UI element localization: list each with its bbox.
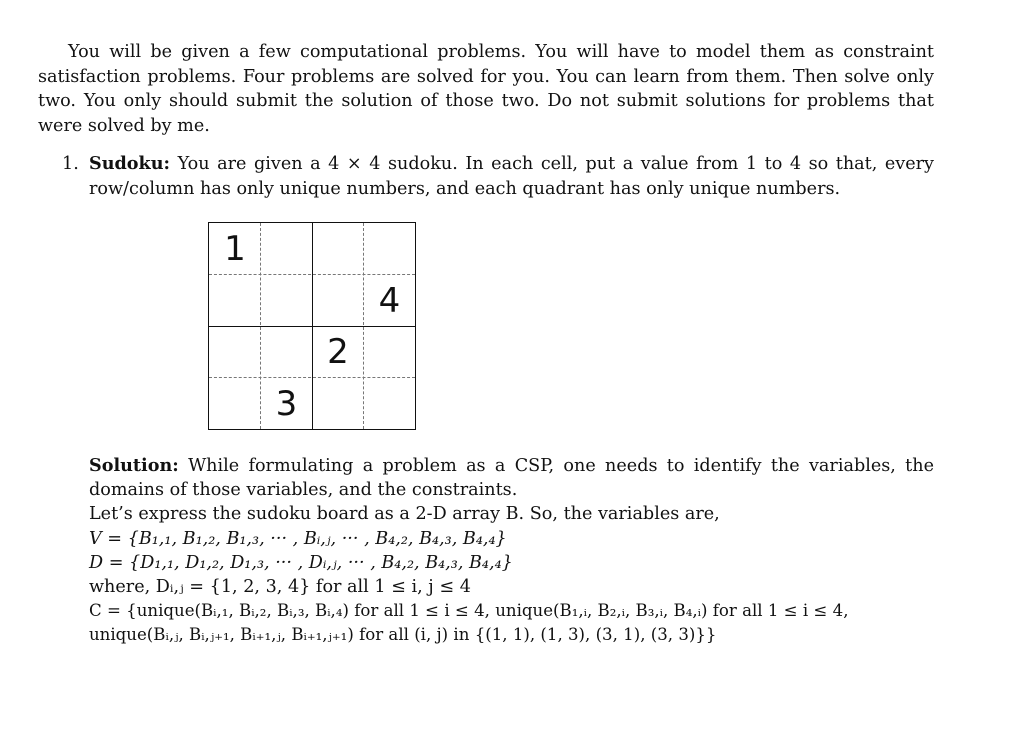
sudoku-cell-r3c4 [364,326,416,378]
sudoku-cell-r1c1: 1 [224,229,246,269]
sudoku-cell-r1c2 [261,223,313,275]
problem-statement [89,152,934,201]
sudoku-cell-r1c3 [312,223,364,275]
problem-title: Sudoku: [89,153,171,174]
problem-1 [62,152,934,201]
sudoku-cell-r2c1 [209,275,261,327]
problem-number: 1. [62,154,79,174]
solution-line-array: Let’s express the sudoku board as a 2-D array B. So, the variables are, [89,504,720,525]
document-page [38,40,934,645]
intro-paragraph: You will be given a few computational problems. You will have to model them as constraint satisfaction problems. Four problems are solved for you. You can learn from them. Then solve only two. You only should submit the solution of those two. Do not submit solutions for problems that were solved by me. [38,42,934,136]
solution-intro: While formulating a problem as a CSP, one needs to identify the variables, the domains of those variables, and the constraints. [89,456,934,501]
sudoku-cell-r1c4 [364,223,416,275]
sudoku-cell-r4c1 [209,378,261,430]
sudoku-cell-r2c3 [312,275,364,327]
domain-definition: where, Dᵢ,ⱼ = {1, 2, 3, 4} for all 1 ≤ i, j ≤ 4 [89,577,471,598]
sudoku-cell-r4c3 [312,378,364,430]
sudoku-cell-r2c4: 4 [378,280,401,321]
sudoku-cell-r3c3: 2 [327,332,349,372]
sudoku-cell-r3c1 [209,326,261,378]
constraints-line-1: C = {unique(Bᵢ,₁, Bᵢ,₂, Bᵢ,₃, Bᵢ,₄) for all 1 ≤ i ≤ 4, unique(B₁,ᵢ, B₂,ᵢ, B₃,ᵢ, B₄,ᵢ) for all 1 ≤ i ≤ 4, [89,601,849,621]
sudoku-cell-r2c2 [261,275,313,327]
constraints-line-2: unique(Bᵢ,ⱼ, Bᵢ,ⱼ₊₁, Bᵢ₊₁,ⱼ, Bᵢ₊₁,ⱼ₊₁) for all (i, j) in {(1, 1), (1, 3), (3, 1), (3, 3)}} [89,625,717,645]
sudoku-cell-r3c2 [261,326,313,378]
solution-block [89,454,934,648]
solution-label: Solution: [89,455,179,476]
problem-text: You are given a 4 × 4 sudoku. In each cell, put a value from 1 to 4 so that, every row/column has only unique numbers, and each quadrant has only unique numbers. [89,154,934,199]
variables-set: V = {B₁,₁, B₁,₂, B₁,₃, ··· , Bᵢ,ⱼ, ··· , B₄,₂, B₄,₃, B₄,₄} [89,528,507,549]
sudoku-grid [208,222,416,430]
sudoku-cell-r4c4 [364,378,416,430]
domains-set: D = {D₁,₁, D₁,₂, D₁,₃, ··· , Dᵢ,ⱼ, ··· , B₄,₂, B₄,₃, B₄,₄} [89,552,513,573]
sudoku-cell-r4c2: 3 [275,383,298,424]
